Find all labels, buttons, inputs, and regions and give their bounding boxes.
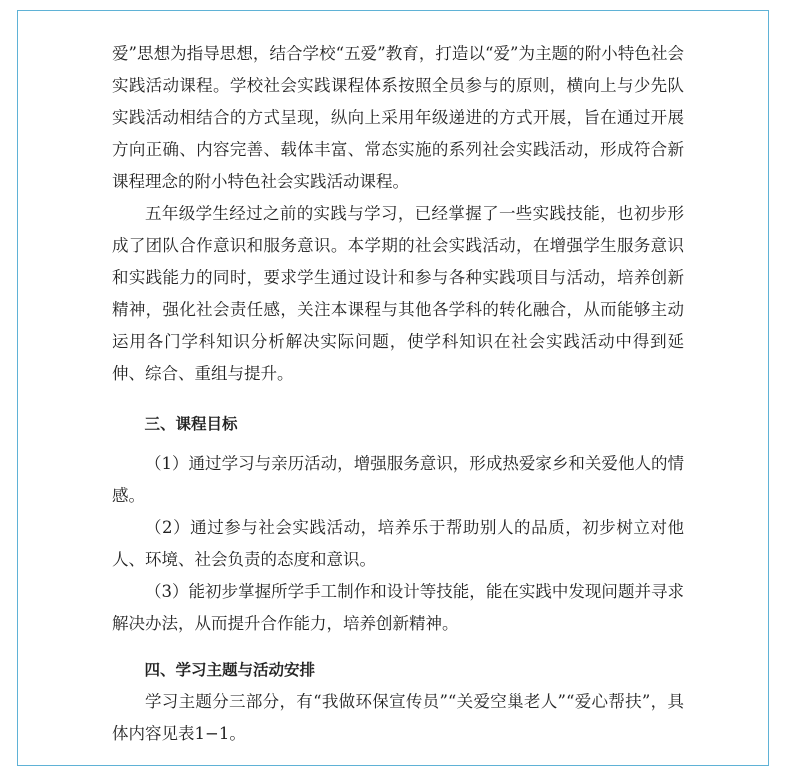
section-heading-themes: 四、学习主题与活动安排 — [144, 661, 316, 679]
goal-item-3: （3）能初步掌握所学手工制作和设计等技能，能在实践中发现问题并寻求解决办法，从而提升合作能力，培养创新精神。 — [112, 582, 684, 633]
paragraph-intro-continued: 爱”思想为指导思想，结合学校“五爱”教育，打造以“爱”为主题的附小特色社会实践活动课程。学校社会实践课程体系按照全员参与的原则，横向上与少先队实践活动相结合的方式呈现，纵向上采用年级递进的方式开展，旨在通过开展方向正确、内容完善、载体丰富、常态实施的系列社会实践活动，形成符合新课程理念的附小特色社会实践活动课程。 — [112, 44, 684, 191]
goal-item-2: （2）通过参与社会实践活动，培养乐于帮助别人的品质，初步树立对他人、环境、社会负责的态度和意识。 — [112, 518, 684, 569]
document-body — [112, 38, 684, 750]
section-heading-course-goals: 三、课程目标 — [144, 415, 238, 433]
paragraph-grade-five: 五年级学生经过之前的实践与学习，已经掌握了一些实践技能，也初步形成了团队合作意识和服务意识。本学期的社会实践活动，在增强学生服务意识和实践能力的同时，要求学生通过设计和参与各种实践项目与活动，培养创新精神，强化社会责任感，关注本课程与其他各学科的转化融合，从而能够主动运用各门学科知识分析解决实际问题，使学科知识在社会实践活动中得到延伸、综合、重组与提升。 — [112, 204, 684, 383]
paragraph-themes: 学习主题分三部分，有“我做环保宣传员”“关爱空巢老人”“爱心帮扶”，具体内容见表1−1。 — [112, 692, 684, 743]
goal-item-1: （1）通过学习与亲历活动，增强服务意识，形成热爱家乡和关爱他人的情感。 — [112, 454, 684, 505]
